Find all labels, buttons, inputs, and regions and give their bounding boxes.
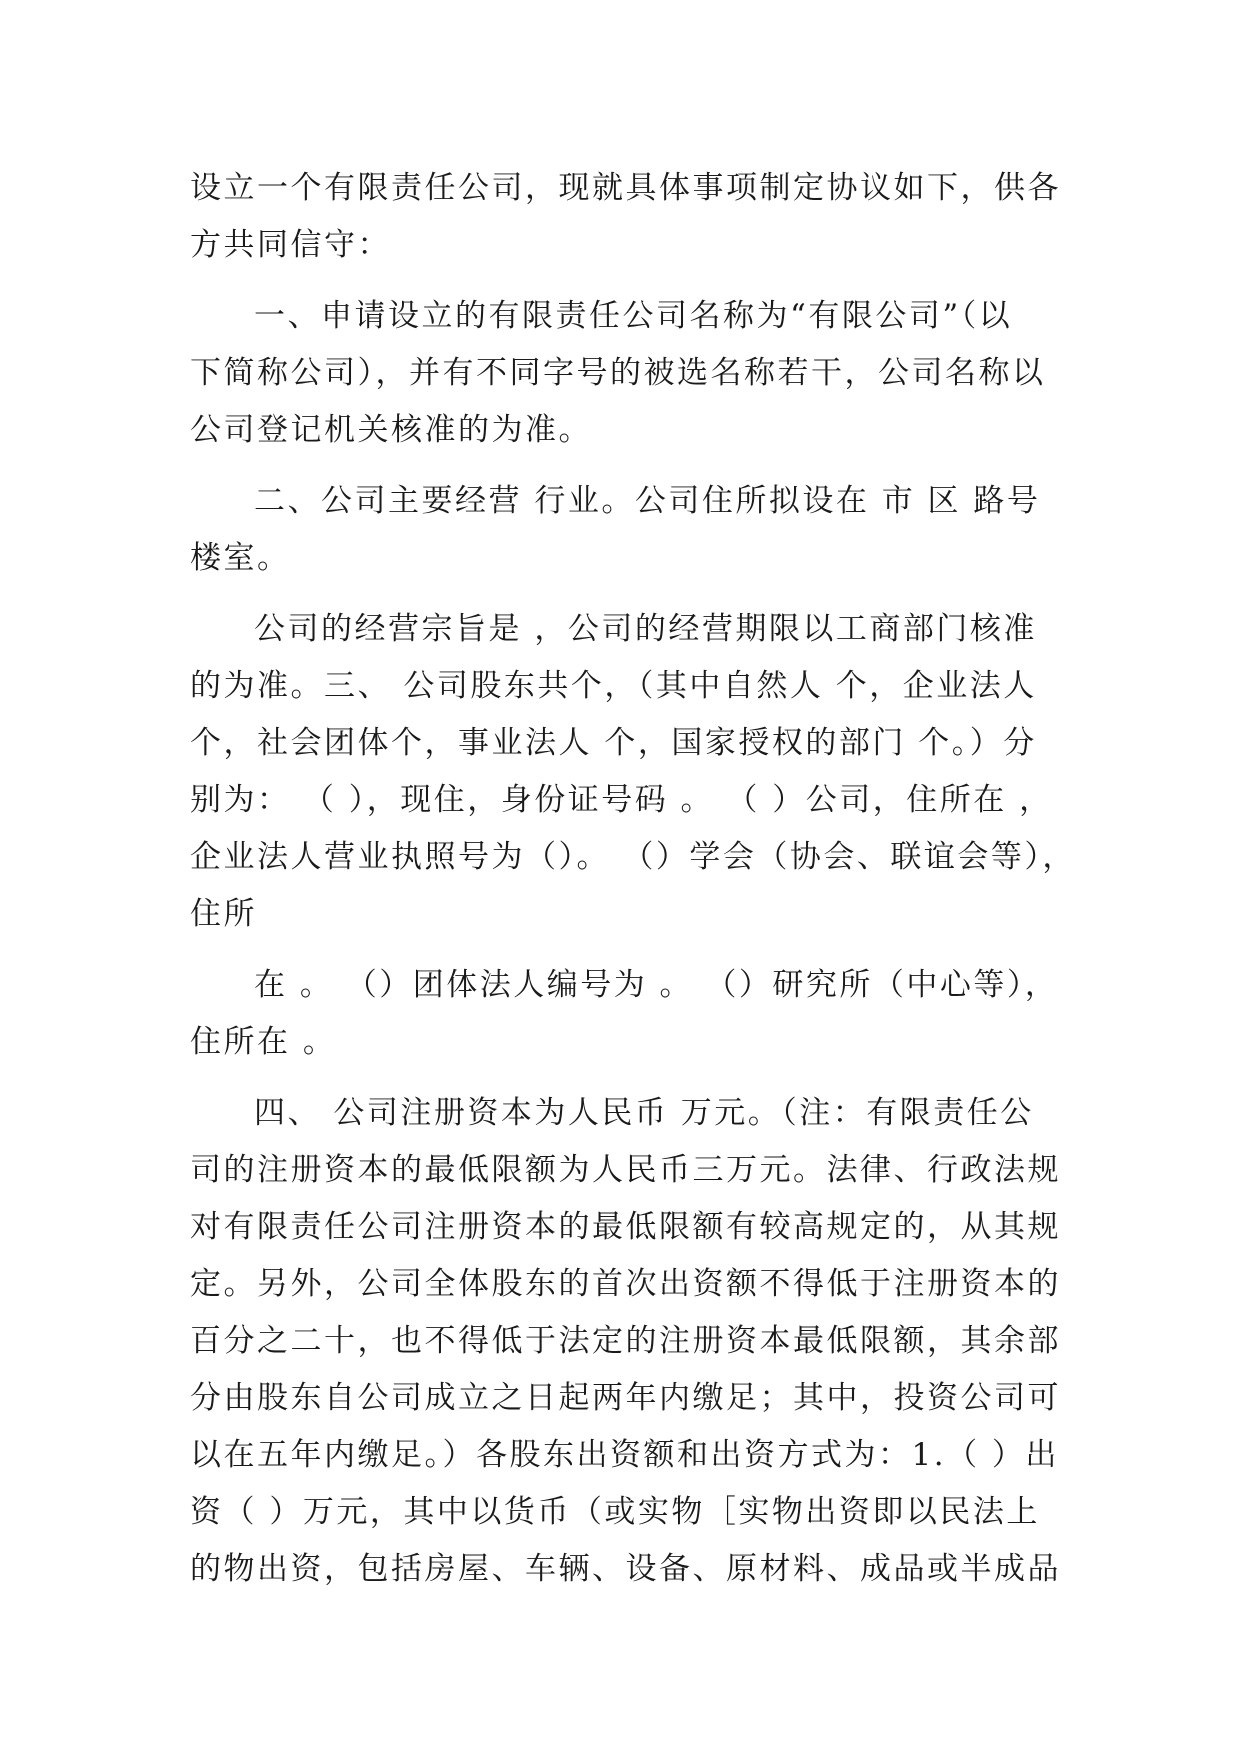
text-line: 公司的经营宗旨是 ，公司的经营期限以工商部门核准 — [254, 611, 1037, 647]
text-line: 下简称公司），并有不同字号的被选名称若干，公司名称以 — [190, 355, 1046, 391]
paragraph-gap — [190, 587, 1050, 601]
text-line: 定。另外，公司全体股东的首次出资额不得低于注册资本的 — [190, 1266, 1061, 1302]
text-line: 方共同信守： — [190, 227, 391, 263]
paragraph — [190, 957, 1059, 1071]
text-line: 楼室。 — [190, 540, 291, 576]
document-body — [190, 160, 1076, 1598]
paragraph — [190, 601, 1076, 943]
text-line: 二、公司主要经营 行业。公司住所拟设在 市 区 路号 — [254, 483, 1041, 519]
text-line: 别为： （ ），现住，身份证号码 。 （ ）公司，住所在 ， — [190, 782, 1053, 818]
text-line: 住所 — [190, 896, 257, 932]
text-line: 对有限责任公司注册资本的最低限额有较高规定的，从其规 — [190, 1209, 1061, 1245]
paragraph — [190, 473, 1050, 587]
text-line: 司的注册资本的最低限额为人民币三万元。法律、行政法规 — [190, 1152, 1061, 1188]
text-line: 分由股东自公司成立之日起两年内缴足；其中，投资公司可 — [190, 1380, 1061, 1416]
paragraph — [190, 160, 1061, 274]
paragraph — [190, 1085, 1061, 1598]
text-line: 的为准。三、 公司股东共个，（其中自然人 个，企业法人 — [190, 668, 1037, 704]
text-line: 一、申请设立的有限责任公司名称为“有限公司”（以 — [254, 298, 1013, 334]
text-line: 设立一个有限责任公司，现就具体事项制定协议如下，供各 — [190, 170, 1061, 206]
paragraph — [190, 288, 1050, 459]
text-line: 个，社会团体个，事业法人 个，国家授权的部门 个。）分 — [190, 725, 1037, 761]
text-line: 在 。 （）团体法人编号为 。 （）研究所（中心等）， — [254, 967, 1059, 1003]
text-line: 住所在 。 — [190, 1024, 337, 1060]
paragraph-gap — [190, 274, 1050, 288]
paragraph-gap — [190, 943, 1050, 957]
text-line: 以在五年内缴足。）各股东出资额和出资方式为：1.（ ）出 — [190, 1437, 1059, 1473]
text-line: 企业法人营业执照号为（）。 （）学会（协会、联谊会等）， — [190, 839, 1076, 875]
text-line: 的物出资，包括房屋、车辆、设备、原材料、成品或半成品 — [190, 1551, 1061, 1587]
text-line: 百分之二十，也不得低于法定的注册资本最低限额，其余部 — [190, 1323, 1061, 1359]
text-line: 四、 公司注册资本为人民币 万元。（注：有限责任公 — [254, 1095, 1034, 1131]
paragraph-gap — [190, 1071, 1050, 1085]
paragraph-gap — [190, 459, 1050, 473]
text-line: 公司登记机关核准的为准。 — [190, 412, 592, 448]
text-line: 资（ ）万元，其中以货币（或实物［实物出资即以民法上 — [190, 1494, 1040, 1530]
